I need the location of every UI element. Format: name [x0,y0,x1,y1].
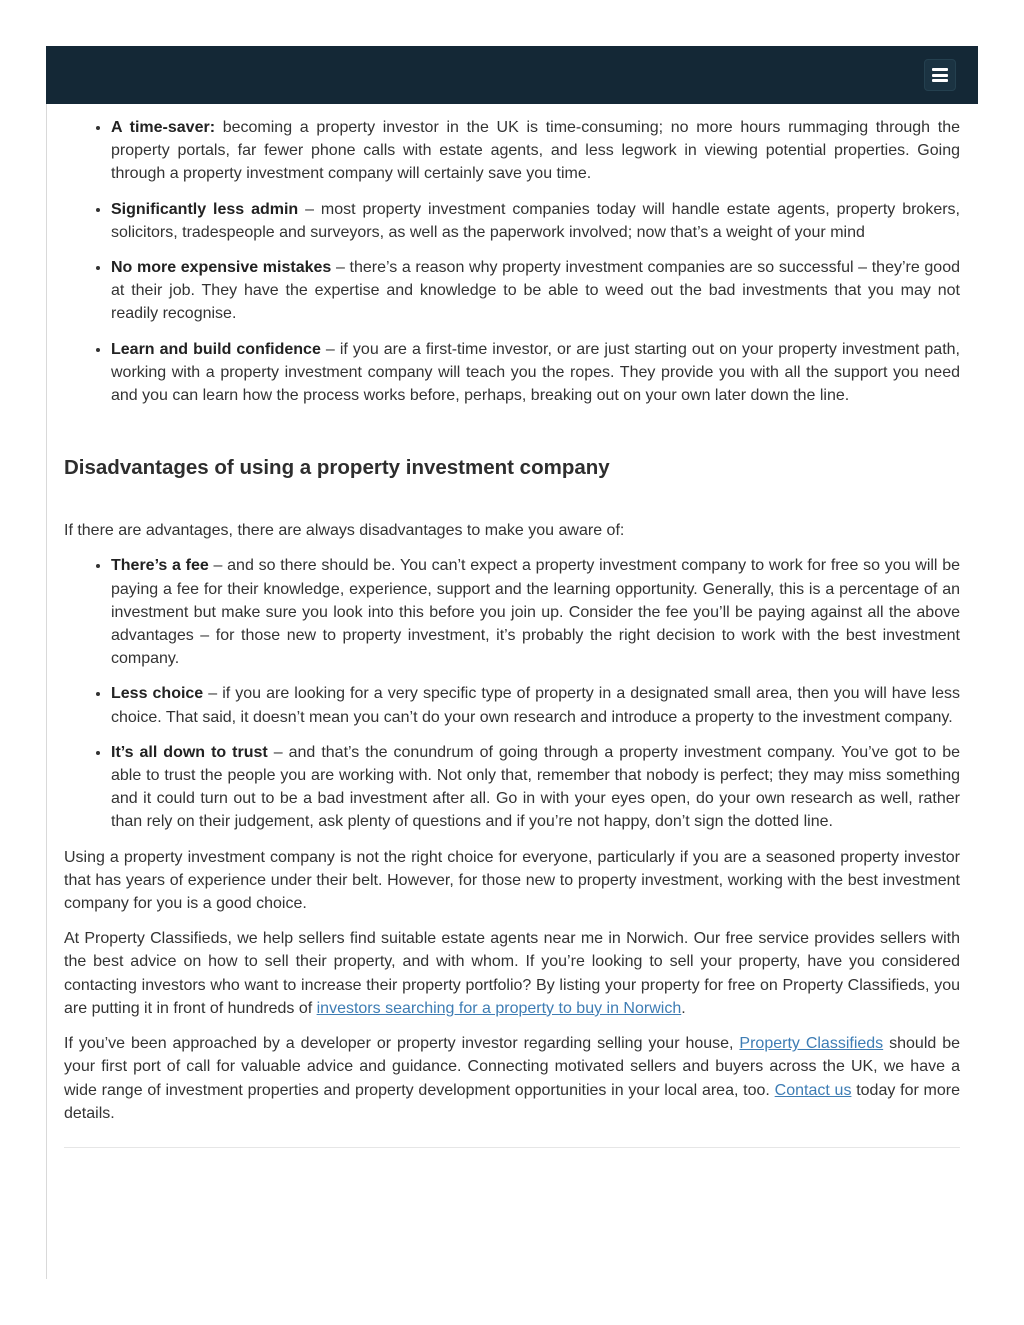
paragraph-text: should be your first port of call for valuable advice and guidance. Connecting motivated sellers and buyers across the UK, we have a wide range of investment properties and property development opportunities in your local area, too. [64,1035,960,1099]
menu-toggle-button[interactable] [924,59,956,91]
property-classifieds-link[interactable]: Property Classifieds [739,1035,884,1053]
list-item-text: – and that’s the conundrum of going through a property investment company. You’ve got to be able to trust the people you are working with. Not only that, remember that nobody is perfect; they may miss something and it could turn out to be a bad investment after all. Go in with your eyes open, do your own research as well, rather than rely on their judgement, ask plenty of questions and if you’re not happy, don’t sign the dotted line. [111,743,961,831]
list-item-text: becoming a property investor in the UK is time-consuming; no more hours rummaging through the property portals, far fewer phone calls with estate agents, and less legwork in viewing potential properties. Going through a property investment company will certainly save you time. [111,119,960,183]
list-item-no-mistakes [111,256,960,326]
list-item-time-saver [111,116,960,186]
paragraph-end: . [681,999,686,1017]
conclusion-paragraph: Using a property investment company is not the right choice for everyone, particularly if you are a seasoned property investor that has years of experience under their belt. However, for those new to property investment, working with the best investment company for you is a good choice. [64,848,960,913]
disadvantages-list [64,554,960,833]
list-item-text: – if you are looking for a very specific type of property in a designated small area, then you will have less choice. That said, it doesn’t mean you can’t do your own research and introduce a property to the investment company. [111,685,961,726]
paragraph-text: If you’ve been approached by a developer or property investor regarding selling your house, [64,1035,740,1053]
disadvantages-heading: Disadvantages of using a property investment company [64,456,610,480]
list-item-less-admin [111,198,960,244]
investors-norwich-link[interactable]: investors searching for a property to buy in Norwich [316,999,682,1017]
list-item-text: – if you are a first-time investor, or are just starting out on your property investment path, working with a property investment company will teach you the ropes. They provide you with all the support you need and you can learn how the process works before, perhaps, breaking out on your own later down the line. [111,340,960,405]
list-item-title: Significantly less admin [111,200,299,218]
list-item-title: It’s all down to trust [111,743,268,761]
top-navigation-bar [46,46,978,104]
list-item-title: Less choice [111,685,204,703]
list-item-title: Learn and build confidence [111,340,321,358]
paragraph-text: At Property Classifieds, we help sellers find suitable estate agents near me in Norwich. Our free service provides sellers with the best advice on how to sell their property, and with whom. If you’re looking to sell your property, have you considered contacting investors who want to increase their property portfolio? By listing your property for free on Property Classifieds, you are putting it in front of hundreds of [64,930,960,1017]
list-item-text: – and so there should be. You can’t expect a property investment company to work for free so you will be paying a fee for their knowledge, experience, support and the learning opportunity. Generally, this is a percentage of an investment but make sure you look into this before you join up. Consider the fee you’ll be paying against all the above advantages – for those new to property investment, it’s probably the right decision to work with the best investment company. [111,557,961,668]
final-paragraph [64,1032,960,1125]
content-divider [64,1147,960,1148]
advantages-list [64,116,960,407]
list-item-learn-confidence [111,338,960,408]
classifieds-paragraph [64,927,960,1020]
list-item-text: – there’s a reason why property investment companies are so successful – they’re good at their job. They have the expertise and knowledge to be able to weed out the bad investments that you may not readily recognise. [111,259,961,323]
article-content [64,116,960,1148]
list-item-text: – most property investment companies today will handle estate agents, property brokers, solicitors, tradespeople and surveyors, as well as the paperwork involved; now that’s a weight of your mind [111,200,960,241]
disadvantages-intro: If there are advantages, there are always disadvantages to make you aware of: [64,522,625,540]
list-item-trust [111,741,960,834]
list-item-fee [111,554,960,670]
list-item-title: A time-saver: [111,119,216,136]
hamburger-menu-icon [932,68,948,82]
list-item-title: No more expensive mistakes [111,259,332,277]
paragraph-text: today for more details. [64,1081,961,1122]
list-item-less-choice [111,682,960,728]
contact-us-link[interactable]: Contact us [774,1081,852,1099]
list-item-title: There’s a fee [111,557,209,575]
